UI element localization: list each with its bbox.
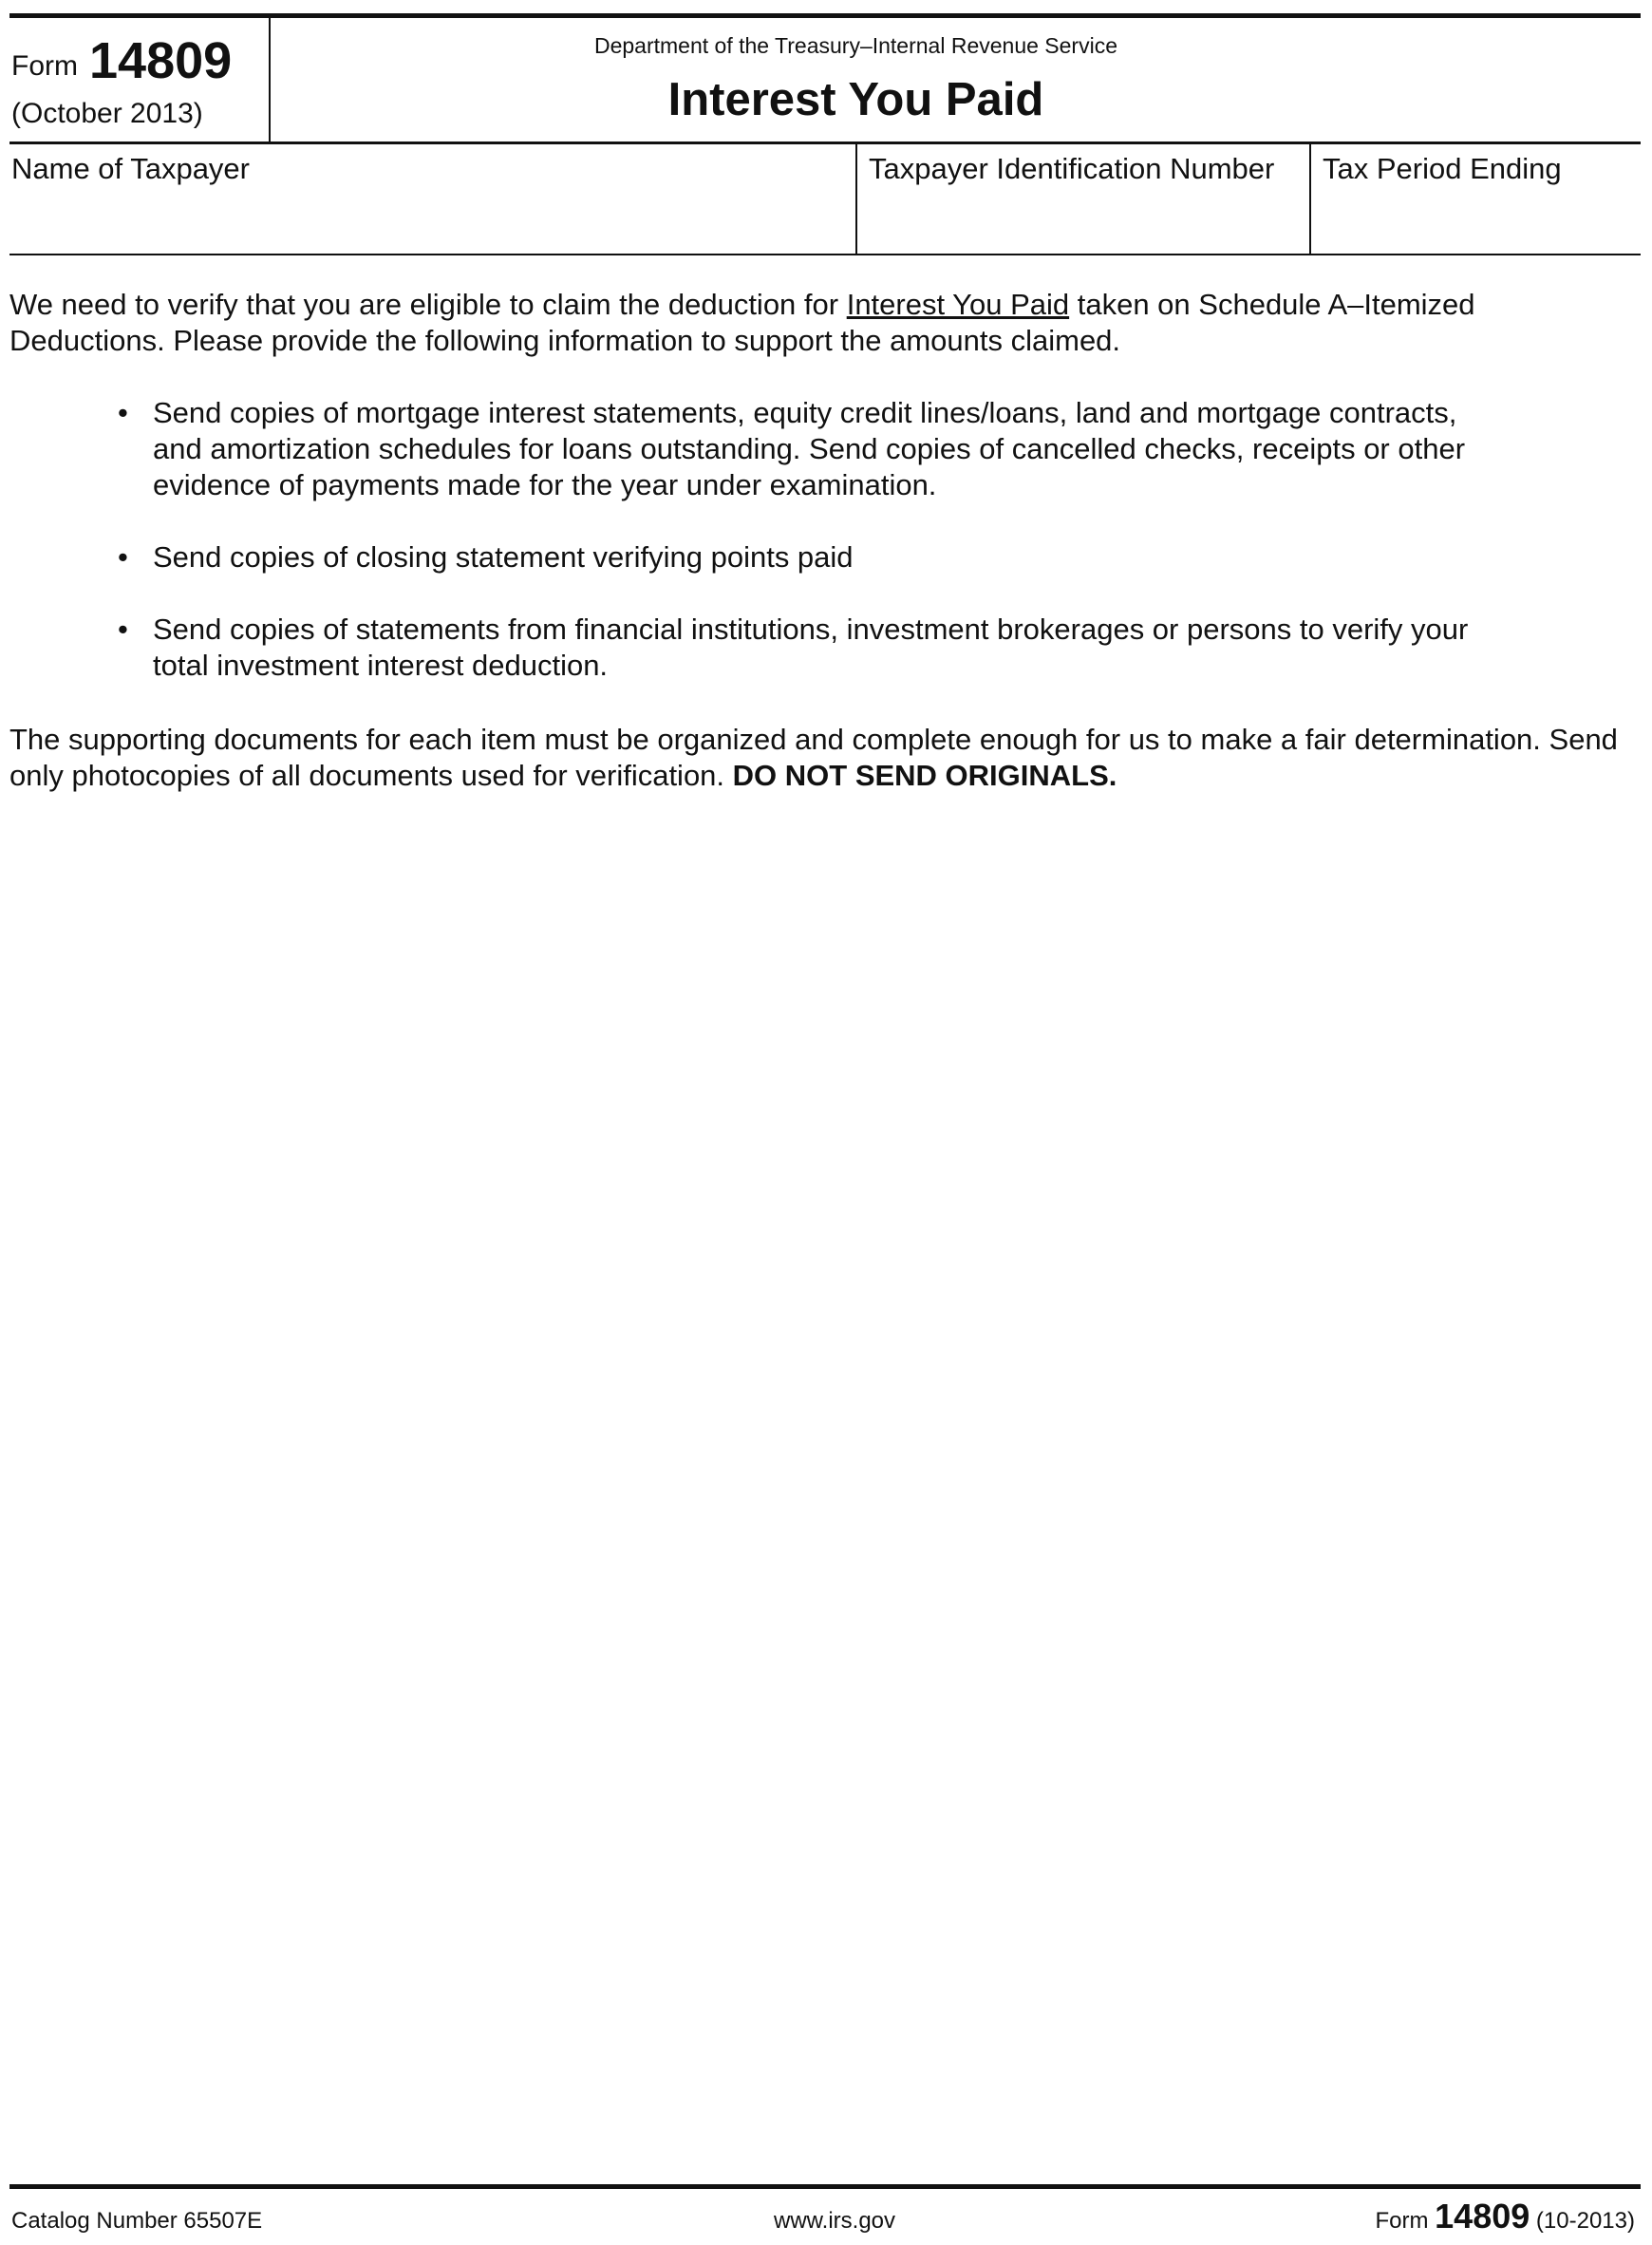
taxpayer-info-row	[9, 144, 1641, 255]
list-item	[9, 612, 1511, 684]
list-item	[9, 395, 1511, 503]
interest-you-paid-underlined: Interest You Paid	[846, 288, 1070, 321]
form-date: (October 2013)	[11, 98, 203, 129]
form-page	[9, 13, 1641, 2236]
closing-text: The supporting documents for each item must be organized and complete enough for us to make a fair determination. Send only photocopies of all documents used for verification.	[9, 723, 1618, 792]
footer-form-revision: (10-2013)	[1530, 2208, 1635, 2234]
list-item	[9, 539, 1511, 575]
irs-website-link[interactable]: www.irs.gov	[773, 2208, 896, 2234]
do-not-send-originals-warning: DO NOT SEND ORIGINALS.	[732, 759, 1117, 792]
list-item-text: Send copies of mortgage interest statements, equity credit lines/loans, land and mortgage contracts, and amortization schedules for loans outstanding. Send copies of cancelled checks, receipts or other evidence of payments made for the year under examination.	[153, 396, 1466, 501]
taxpayer-name-label: Name of Taxpayer	[11, 152, 250, 185]
taxpayer-name-field[interactable]	[9, 144, 857, 254]
tax-period-field[interactable]	[1311, 144, 1641, 254]
intro-paragraph	[9, 287, 1624, 359]
intro-text-end: taken on Schedule A–Itemized Deductions. Please provide the following information to support the amounts claimed.	[9, 288, 1475, 357]
bullet-icon: •	[118, 613, 128, 646]
catalog-number: Catalog Number 65507E	[11, 2208, 263, 2234]
taxpayer-id-label: Taxpayer Identification Number	[869, 152, 1275, 185]
form-header	[9, 13, 1641, 144]
closing-paragraph	[9, 722, 1624, 794]
intro-text-start: We need to verify that you are eligible to claim the deduction for	[9, 288, 847, 321]
form-title: Interest You Paid	[667, 74, 1044, 125]
form-label: Form	[11, 50, 78, 82]
bullet-icon: •	[118, 540, 128, 574]
footer-form-number: 14809	[1435, 2197, 1530, 2236]
taxpayer-id-field[interactable]	[857, 144, 1311, 254]
form-number: 14809	[89, 32, 233, 89]
bullet-icon: •	[118, 396, 128, 429]
list-item-text: Send copies of statements from financial institutions, investment brokerages or persons to verify your total investment interest deduction.	[153, 613, 1469, 682]
agency-name: Department of the Treasury–Internal Revenue Service	[593, 33, 1117, 58]
footer-form-label: Form	[1375, 2208, 1436, 2234]
requirements-list	[9, 395, 1641, 720]
tax-period-label: Tax Period Ending	[1323, 152, 1562, 185]
list-item-text: Send copies of closing statement verifying points paid	[153, 540, 854, 574]
footer-form-id	[1375, 2197, 1635, 2236]
form-footer	[9, 2184, 1641, 2236]
